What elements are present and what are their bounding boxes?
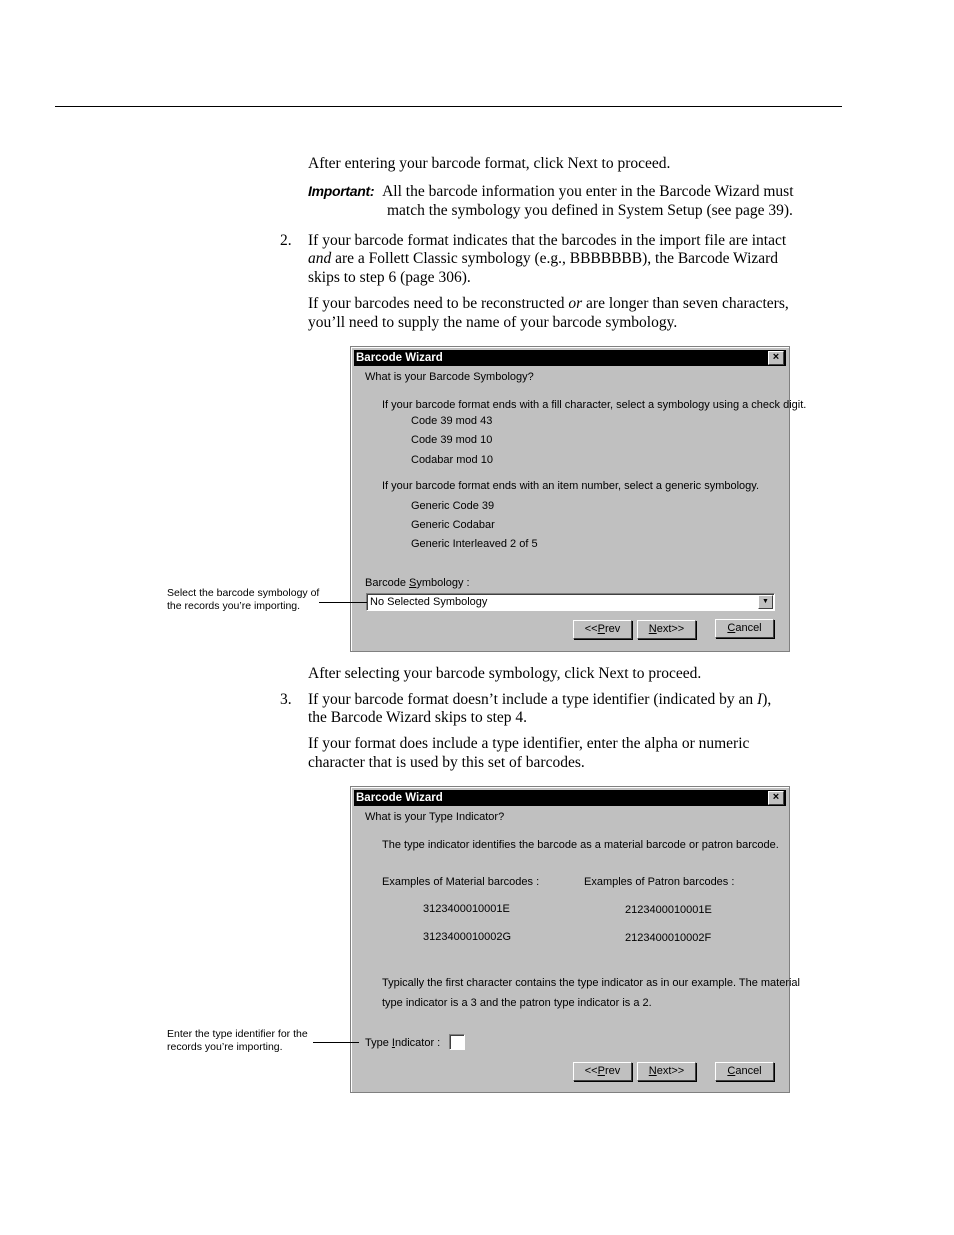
cancel-label-b: ancel bbox=[735, 1065, 762, 1077]
next-label-b: ext>> bbox=[656, 1065, 685, 1077]
step-2-line-3: skips to step 6 (page 306). bbox=[308, 269, 471, 286]
important-label: Important: bbox=[308, 183, 375, 199]
prev-button[interactable] bbox=[573, 620, 632, 639]
reconstruct-emphasis: or bbox=[568, 295, 583, 312]
cancel-label-accel: C bbox=[727, 1065, 736, 1077]
type-indicator-description: The type indicator identifies the barcode as a material barcode or patron barcode. bbox=[382, 839, 779, 851]
type-label-b: ndicator : bbox=[394, 1037, 441, 1049]
type-label-accel: I bbox=[391, 1037, 395, 1049]
symbology-label-b: ymbology : bbox=[416, 577, 470, 589]
fill-option-1: Code 39 mod 43 bbox=[411, 415, 493, 427]
dialog-2-titlebar bbox=[354, 790, 786, 806]
step-2-line-1: If your barcode format indicates that the barcodes in the import file are intact bbox=[308, 232, 787, 249]
step-3-number: 3. bbox=[280, 691, 292, 708]
step-3-text-b: ), bbox=[762, 691, 772, 708]
symbology-field-label bbox=[365, 577, 470, 589]
type-label-a: Type bbox=[365, 1037, 392, 1049]
cancel-label-accel: C bbox=[727, 622, 736, 634]
dialog-2-title: Barcode Wizard bbox=[356, 792, 443, 804]
close-icon[interactable]: × bbox=[768, 351, 784, 365]
prev-label-b: rev bbox=[604, 623, 621, 635]
patron-example-1: 2123400010001E bbox=[625, 904, 712, 916]
prev-label-a: << bbox=[584, 1065, 598, 1077]
step-2-line-2-rest: are a Follett Classic symbology (e.g., BBBBBBB), the Barcode Wizard bbox=[331, 250, 779, 267]
important-line-1: All the barcode information you enter in the Barcode Wizard must bbox=[382, 183, 794, 200]
symbology-label-accel: S bbox=[409, 577, 417, 589]
next-label-accel: N bbox=[648, 623, 657, 635]
step-3-line-2: the Barcode Wizard skips to step 4. bbox=[308, 709, 528, 726]
type-indicator-input[interactable] bbox=[449, 1034, 465, 1050]
dialog-1-title: Barcode Wizard bbox=[356, 352, 443, 364]
callout-symbology-leader bbox=[319, 602, 367, 603]
type-indicator-dialog bbox=[350, 786, 800, 1093]
step-3-line-1 bbox=[308, 690, 771, 709]
callout-type-line-1: Enter the type identifier for the bbox=[167, 1028, 308, 1040]
next-button[interactable] bbox=[637, 620, 696, 639]
reconstruct-text-a: If your barcodes need to be reconstructed bbox=[308, 295, 569, 312]
symbology-select[interactable] bbox=[366, 593, 775, 611]
barcode-symbology-dialog bbox=[350, 346, 807, 652]
step-2-number: 2. bbox=[280, 232, 292, 249]
step-2-emphasis: and bbox=[308, 250, 332, 267]
prev-button[interactable] bbox=[573, 1062, 632, 1081]
fill-character-instruction: If your barcode format ends with a fill character, select a symbology using a check digit. bbox=[382, 399, 807, 411]
important-note bbox=[308, 182, 794, 201]
callout-symbology-line-1: Select the barcode symbology of bbox=[167, 587, 320, 599]
step-3-text-a: If your barcode format doesn’t include a type identifier (indicated by an bbox=[308, 691, 758, 708]
paragraph-reconstruct-line-1 bbox=[308, 294, 789, 313]
cancel-label-b: ancel bbox=[735, 622, 762, 634]
callout-type-leader bbox=[313, 1042, 359, 1043]
header-rule bbox=[55, 106, 842, 107]
type-indicator-question: What is your Type Indicator? bbox=[365, 811, 505, 823]
material-example-1: 3123400010001E bbox=[423, 903, 510, 915]
dialog-1-titlebar bbox=[354, 350, 786, 366]
callout-type-line-2: records you’re importing. bbox=[167, 1041, 283, 1053]
prev-label-b: rev bbox=[604, 1065, 621, 1077]
close-icon[interactable]: × bbox=[768, 791, 784, 805]
paragraph-after-symbology: After selecting your barcode symbology, click Next to proceed. bbox=[308, 665, 702, 682]
paragraph-after-format: After entering your barcode format, click Next to proceed. bbox=[308, 155, 671, 172]
paragraph-type-id-line-2: character that is used by this set of barcodes. bbox=[308, 754, 585, 771]
callout-symbology bbox=[167, 587, 319, 613]
callout-type-indicator bbox=[167, 1028, 308, 1054]
generic-option-1: Generic Code 39 bbox=[411, 500, 495, 512]
prev-label-accel: P bbox=[597, 623, 605, 635]
next-button[interactable] bbox=[637, 1062, 696, 1081]
material-examples-header: Examples of Material barcodes : bbox=[382, 876, 540, 888]
cancel-button[interactable] bbox=[715, 1062, 774, 1081]
chevron-down-icon[interactable]: ▼ bbox=[758, 595, 773, 609]
fill-option-2: Code 39 mod 10 bbox=[411, 434, 493, 446]
step-3-emphasis: I bbox=[757, 691, 763, 708]
type-indicator-field-label bbox=[365, 1037, 440, 1049]
generic-option-3: Generic Interleaved 2 of 5 bbox=[411, 538, 538, 550]
patron-examples-header: Examples of Patron barcodes : bbox=[584, 876, 735, 888]
reconstruct-text-b: are longer than seven characters, bbox=[582, 295, 789, 312]
callout-symbology-line-2: the records you’re importing. bbox=[167, 600, 301, 612]
paragraph-reconstruct-line-2: you’ll need to supply the name of your barcode symbology. bbox=[308, 314, 678, 331]
fill-option-3: Codabar mod 10 bbox=[411, 454, 493, 466]
important-line-2: match the symbology you defined in System Setup (see page 39). bbox=[387, 202, 793, 219]
generic-option-2: Generic Codabar bbox=[411, 519, 495, 531]
symbology-label-a: Barcode bbox=[365, 577, 410, 589]
cancel-button[interactable] bbox=[715, 619, 774, 638]
paragraph-type-id-line-1: If your format does include a type identifier, enter the alpha or numeric bbox=[308, 735, 750, 752]
prev-label-a: << bbox=[584, 623, 598, 635]
next-label-b: ext>> bbox=[656, 623, 685, 635]
step-2-line-2 bbox=[308, 249, 778, 268]
material-example-2: 3123400010002G bbox=[423, 931, 512, 943]
type-indicator-note-line-2: type indicator is a 3 and the patron type indicator is a 2. bbox=[382, 997, 652, 1009]
type-indicator-note-line-1: Typically the first character contains the type indicator as in our example. The material bbox=[382, 977, 800, 989]
item-number-instruction: If your barcode format ends with an item number, select a generic symbology. bbox=[382, 480, 760, 492]
patron-example-2: 2123400010002F bbox=[625, 932, 712, 944]
symbology-select-value: No Selected Symbology bbox=[370, 596, 488, 608]
prev-label-accel: P bbox=[597, 1065, 605, 1077]
next-label-accel: N bbox=[648, 1065, 657, 1077]
symbology-question: What is your Barcode Symbology? bbox=[365, 371, 534, 383]
